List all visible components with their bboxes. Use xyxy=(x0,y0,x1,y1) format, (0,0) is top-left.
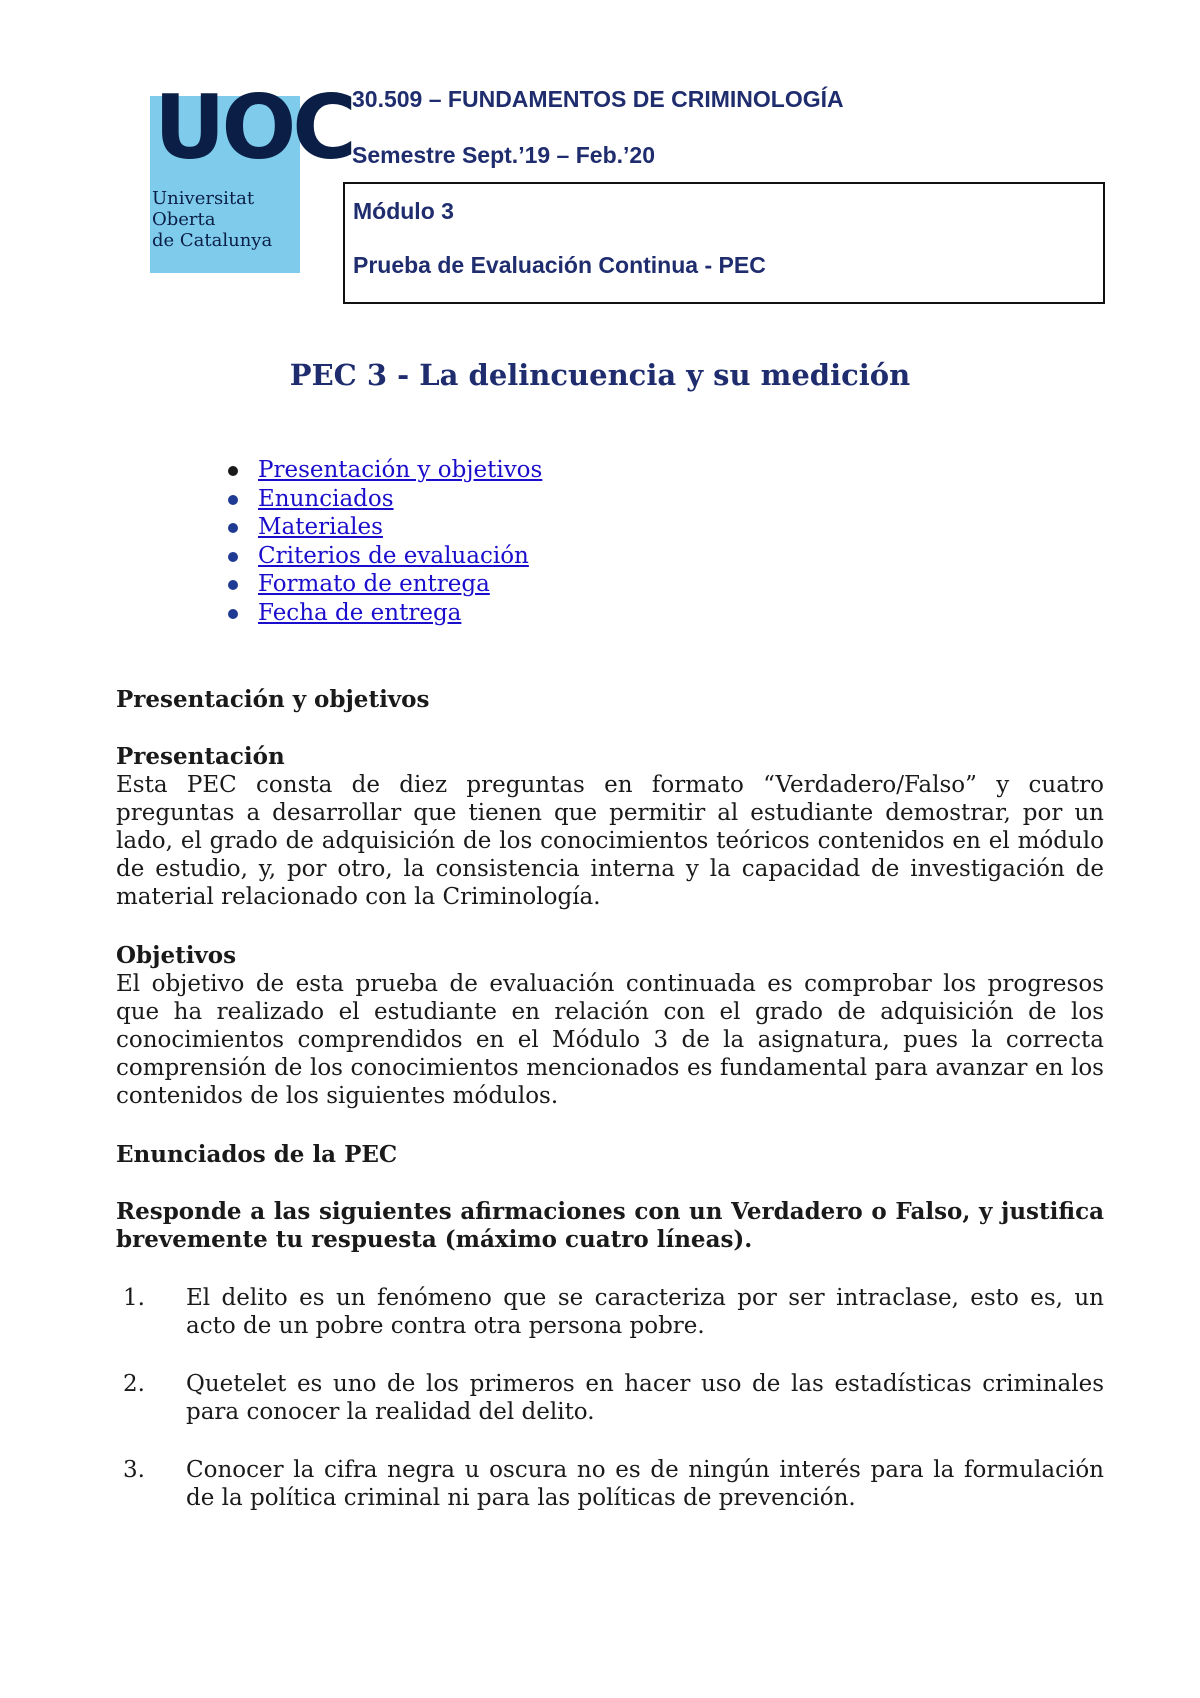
bullet-icon xyxy=(228,466,238,476)
question-text: El delito es un fenómeno que se caracteriza por ser intraclase, esto es, un acto de un pobre contra otra persona pobre. xyxy=(186,1285,1104,1339)
subsection-heading: Objetivos xyxy=(116,942,237,969)
table-of-contents xyxy=(228,456,542,627)
logo-underline xyxy=(150,268,300,273)
uoc-logo-name xyxy=(150,188,300,268)
page-title: PEC 3 - La delincuencia y su medición xyxy=(289,358,911,392)
toc-link-formato[interactable]: Formato de entrega xyxy=(258,571,490,597)
toc-item xyxy=(228,456,542,485)
logo-name-line: de Catalunya xyxy=(152,230,273,251)
paragraph: El objetivo de esta prueba de evaluación continuada es comprobar los progresos que ha realizado el estudiante en relación con el grado de adquisición de los conocimientos comprendidos en el Módulo 3 de la asignatura, pues la correcta comprensión de los conocimientos mencionados es fundamental para avanzar en los contenidos de los siguientes módulos. xyxy=(116,971,1104,1109)
bullet-icon xyxy=(228,523,238,533)
paragraph: Esta PEC consta de diez preguntas en formato “Verdadero/Falso” y cuatro preguntas a desarrollar que tienen que permitir al estudiante demostrar, por un lado, el grado de adquisición de los conocimientos teóricos contenidos en el módulo de estudio, y, por otro, la consistencia interna y la capacidad de investigación de material relacionado con la Criminología. xyxy=(116,772,1104,910)
course-title: 30.509 – FUNDAMENTOS DE CRIMINOLOGÍA xyxy=(352,86,844,112)
toc-link-criterios[interactable]: Criterios de evaluación xyxy=(258,542,529,569)
subsection-heading: Presentación xyxy=(116,743,285,770)
list-item xyxy=(116,1370,1104,1426)
instruction-text: Responde a las siguientes afirmaciones con un Verdadero o Falso, y justifica brevemente tu respuesta (máximo cuatro líneas). xyxy=(116,1198,1104,1253)
logo-name-line: Oberta xyxy=(152,209,216,230)
question-text: Conocer la cifra negra u oscura no es de ningún interés para la formulación de la política criminal ni para las políticas de prevención. xyxy=(186,1457,1104,1511)
section-presentacion-objetivos xyxy=(116,686,1104,714)
evaluation-label: Prueba de Evaluación Continua - PEC xyxy=(353,252,766,278)
question-number: 1. xyxy=(123,1285,145,1311)
question-list xyxy=(116,1284,1104,1542)
section-heading: Enunciados de la PEC xyxy=(116,1141,398,1168)
toc-item xyxy=(228,513,542,542)
bullet-icon xyxy=(228,495,238,505)
module-box xyxy=(343,182,1105,304)
toc-link-presentacion[interactable]: Presentación y objetivos xyxy=(258,457,543,483)
logo-name-line: Universitat xyxy=(152,188,255,209)
uoc-logo-letters: UOC xyxy=(154,76,353,179)
list-item xyxy=(116,1284,1104,1340)
toc-item xyxy=(228,599,542,628)
question-text: Quetelet es uno de los primeros en hacer uso de las estadísticas criminales para conocer la realidad del delito. xyxy=(186,1371,1104,1425)
toc-item xyxy=(228,542,542,571)
toc-link-enunciados[interactable]: Enunciados xyxy=(258,485,394,512)
instructions xyxy=(116,1198,1104,1254)
toc-link-materiales[interactable]: Materiales xyxy=(258,514,383,540)
question-number: 3. xyxy=(123,1457,145,1483)
semester: Semestre Sept.’19 – Feb.’20 xyxy=(352,142,655,168)
section-presentacion xyxy=(116,743,1104,911)
toc-item xyxy=(228,570,542,599)
uoc-logo xyxy=(150,76,353,273)
toc-item xyxy=(228,485,542,514)
list-item xyxy=(116,1456,1104,1512)
module-label: Módulo 3 xyxy=(353,198,454,224)
question-number: 2. xyxy=(123,1371,145,1397)
bullet-icon xyxy=(228,552,238,562)
bullet-icon xyxy=(228,580,238,590)
uoc-logo-mark xyxy=(150,76,353,188)
toc-link-fecha[interactable]: Fecha de entrega xyxy=(258,599,462,626)
section-objetivos xyxy=(116,942,1104,1110)
bullet-icon xyxy=(228,609,238,619)
section-enunciados xyxy=(116,1141,1104,1169)
section-heading: Presentación y objetivos xyxy=(116,686,430,713)
